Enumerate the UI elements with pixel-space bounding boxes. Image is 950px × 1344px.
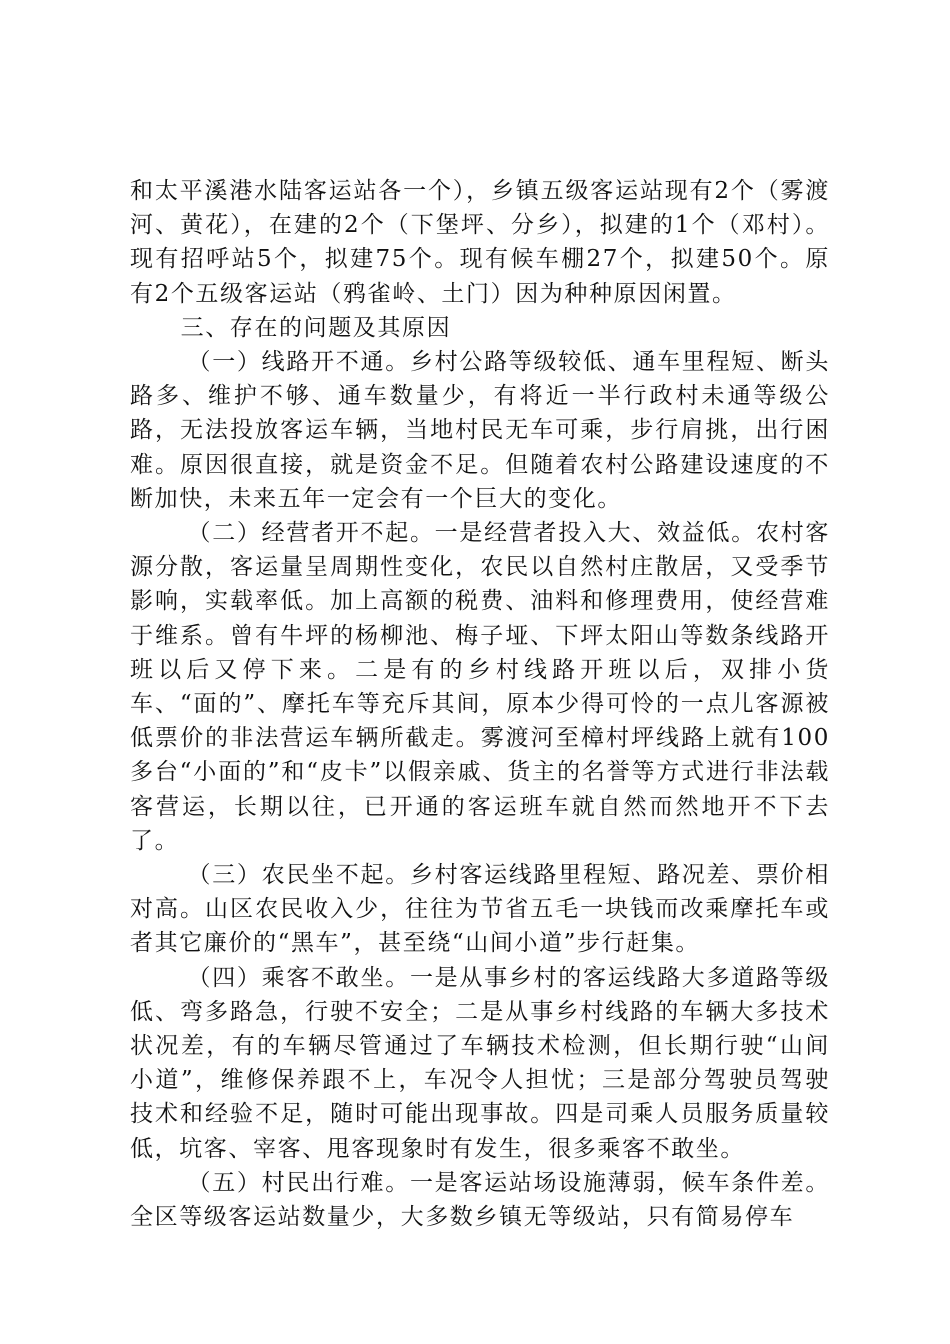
paragraph-continuation: 和太平溪港水陆客运站各一个），乡镇五级客运站现有2个（雾渡河、黄花），在建的2个（下堡坪、分乡），拟建的1个（邓村）。现有招呼站5个，拟建75个。现有候车棚27个，拟建50个。原有2个五级客运站（鸦雀岭、土门）因为种种原因闲置。 — [130, 178, 830, 307]
paragraph-operators: （二）经营者开不起。一是经营者投入大、效益低。农村客源分散，客运量呈周期性变化，农民以自然村庄散居，又受季节影响，实载率低。加上高额的税费、油料和修理费用，使经营难于维系。曾有牛坪的杨柳池、梅子垭、下坪太阳山等数条线路开班以后又停下来。二是有的乡村线路开班以后，双排小货车、“面的”、摩托车等充斥其间，原本少得可怜的一点儿客源被低票价的非法营运车辆所截走。雾渡河至樟村坪线路上就有100多台“小面的”和“皮卡”以假亲戚、货主的名誉等方式进行非法载客营运，长期以往，已开通的客运班车就自然而然地开不下去了。 — [130, 520, 830, 854]
section-heading: 三、存在的问题及其原因 — [180, 314, 452, 341]
document-body — [130, 174, 830, 1234]
paragraph-villagers: （五）村民出行难。一是客运站场设施薄弱，候车条件差。全区等级客运站数量少，大多数乡镇无等级站，只有简易停车 — [130, 1169, 830, 1231]
paragraph-passengers: （四）乘客不敢坐。一是从事乡村的客运线路大多道路等级低、弯多路急，行驶不安全；二是从事乡村线路的车辆大多技术状况差，有的车辆尽管通过了车辆技术检测，但长期行驶“山间小道”，维修保养跟不上，车况令人担忧；三是部分驾驶员驾驶技术和经验不足，随时可能出现事故。四是司乘人员服务质量较低，坑客、宰客、甩客现象时有发生，很多乘客不敢坐。 — [130, 964, 830, 1162]
paragraph-farmers: （三）农民坐不起。乡村客运线路里程短、路况差、票价相对高。山区农民收入少，往往为节省五毛一块钱而改乘摩托车或者其它廉价的“黑车”，甚至绕“山间小道”步行赶集。 — [130, 862, 830, 957]
paragraph-routes: （一）线路开不通。乡村公路等级较低、通车里程短、断头路多、维护不够、通车数量少，有将近一半行政村未通等级公路，无法投放客运车辆，当地村民无车可乘，步行肩挑，出行困难。原因很直接，就是资金不足。但随着农村公路建设速度的不断加快，未来五年一定会有一个巨大的变化。 — [130, 349, 830, 512]
